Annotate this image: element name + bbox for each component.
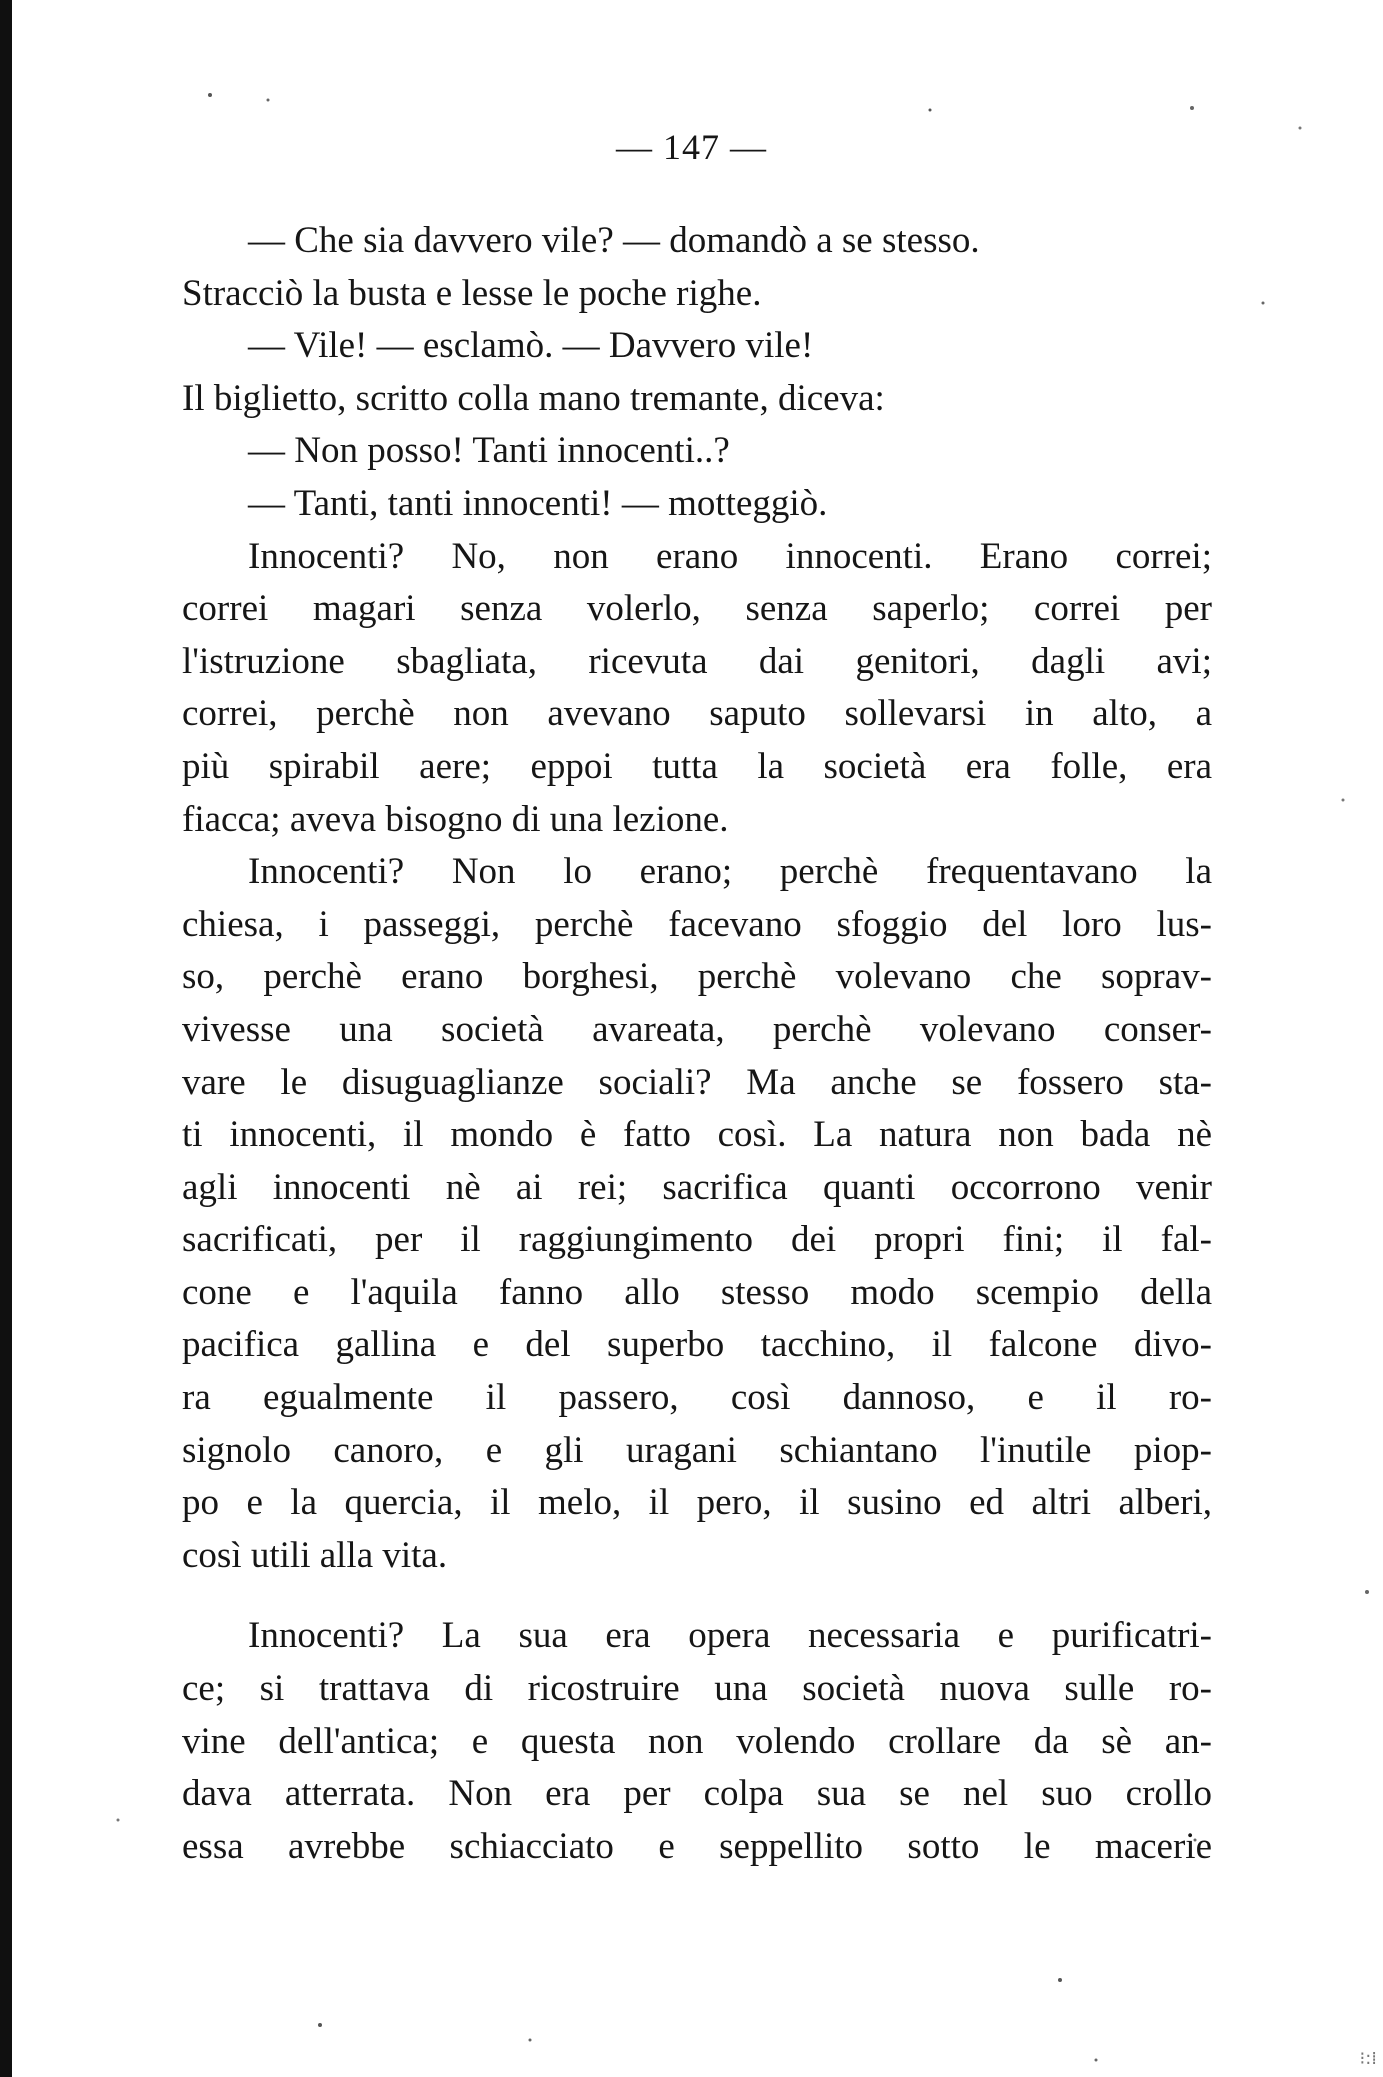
- text-line: dava atterrata. Non era per colpa sua se nel suo crollo: [182, 1773, 1212, 1815]
- paragraph-gap: [182, 1582, 1212, 1610]
- text-line: ce; si trattava di ricostruire una società nuova sulle ro-: [182, 1668, 1212, 1710]
- text-line: pacifica gallina e del superbo tacchino, il falcone divo-: [182, 1324, 1212, 1366]
- text-line: chiesa, i passeggi, perchè facevano sfoggio del loro lus-: [182, 903, 1212, 945]
- text-line: fiacca; aveva bisogno di una lezione.: [182, 798, 729, 840]
- page-number: — 147 —: [616, 127, 767, 167]
- text-line: correi, perchè non avevano saputo sollevarsi in alto, a: [182, 693, 1212, 735]
- text-line: essa avrebbe schiacciato e seppellito sotto le macerie: [182, 1825, 1212, 1867]
- text-line: — Non posso! Tanti innocenti..?: [248, 430, 730, 472]
- text-line: — Che sia davvero vile? — domandò a se stesso.: [248, 220, 980, 261]
- text-line: agli innocenti nè ai rei; sacrifica quanti occorrono venir: [182, 1166, 1212, 1208]
- text-line: — Vile! — esclamò. — Davvero vile!: [248, 325, 814, 367]
- text-line: po e la quercia, il melo, il pero, il susino ed altri alberi,: [182, 1482, 1212, 1524]
- text-line: l'istruzione sbagliata, ricevuta dai genitori, dagli avi;: [182, 640, 1212, 682]
- text-line: Innocenti? No, non erano innocenti. Erano correi;: [248, 535, 1212, 577]
- text-line: — Tanti, tanti innocenti! — motteggiò.: [248, 482, 828, 524]
- body-text: [182, 215, 1212, 1873]
- text-line: sacrificati, per il raggiungimento dei propri fini; il fal-: [182, 1219, 1212, 1261]
- text-line: cone e l'aquila fanno allo stesso modo scempio della: [182, 1271, 1212, 1313]
- text-line: ra egualmente il passero, così dannoso, e il ro-: [182, 1377, 1212, 1419]
- text-line: ti innocenti, il mondo è fatto così. La natura non bada nè: [182, 1114, 1212, 1156]
- text-line: Innocenti? La sua era opera necessaria e purificatri-: [248, 1615, 1212, 1657]
- text-line: correi magari senza volerlo, senza saperlo; correi per: [182, 588, 1212, 630]
- text-line: so, perchè erano borghesi, perchè volevano che soprav-: [182, 956, 1212, 998]
- text-line: Stracciò la busta e lesse le poche righe.: [182, 272, 762, 314]
- text-line: Innocenti? Non lo erano; perchè frequentavano la: [248, 851, 1212, 893]
- scan-corner-mark: ⁝:⁞: [1359, 2048, 1377, 2069]
- text-line: vine dell'antica; e questa non volendo crollare da sè an-: [182, 1720, 1212, 1762]
- text-line: vivesse una società avareata, perchè volevano conser-: [182, 1008, 1212, 1050]
- text-line: signolo canoro, e gli uragani schiantano l'inutile piop-: [182, 1429, 1212, 1471]
- text-line: vare le disuguaglianze sociali? Ma anche se fossero sta-: [182, 1061, 1212, 1103]
- text-line: più spirabil aere; eppoi tutta la società era folle, era: [182, 745, 1212, 787]
- text-line: così utili alla vita.: [182, 1534, 448, 1576]
- text-line: Il biglietto, scritto colla mano tremante, diceva:: [182, 377, 885, 419]
